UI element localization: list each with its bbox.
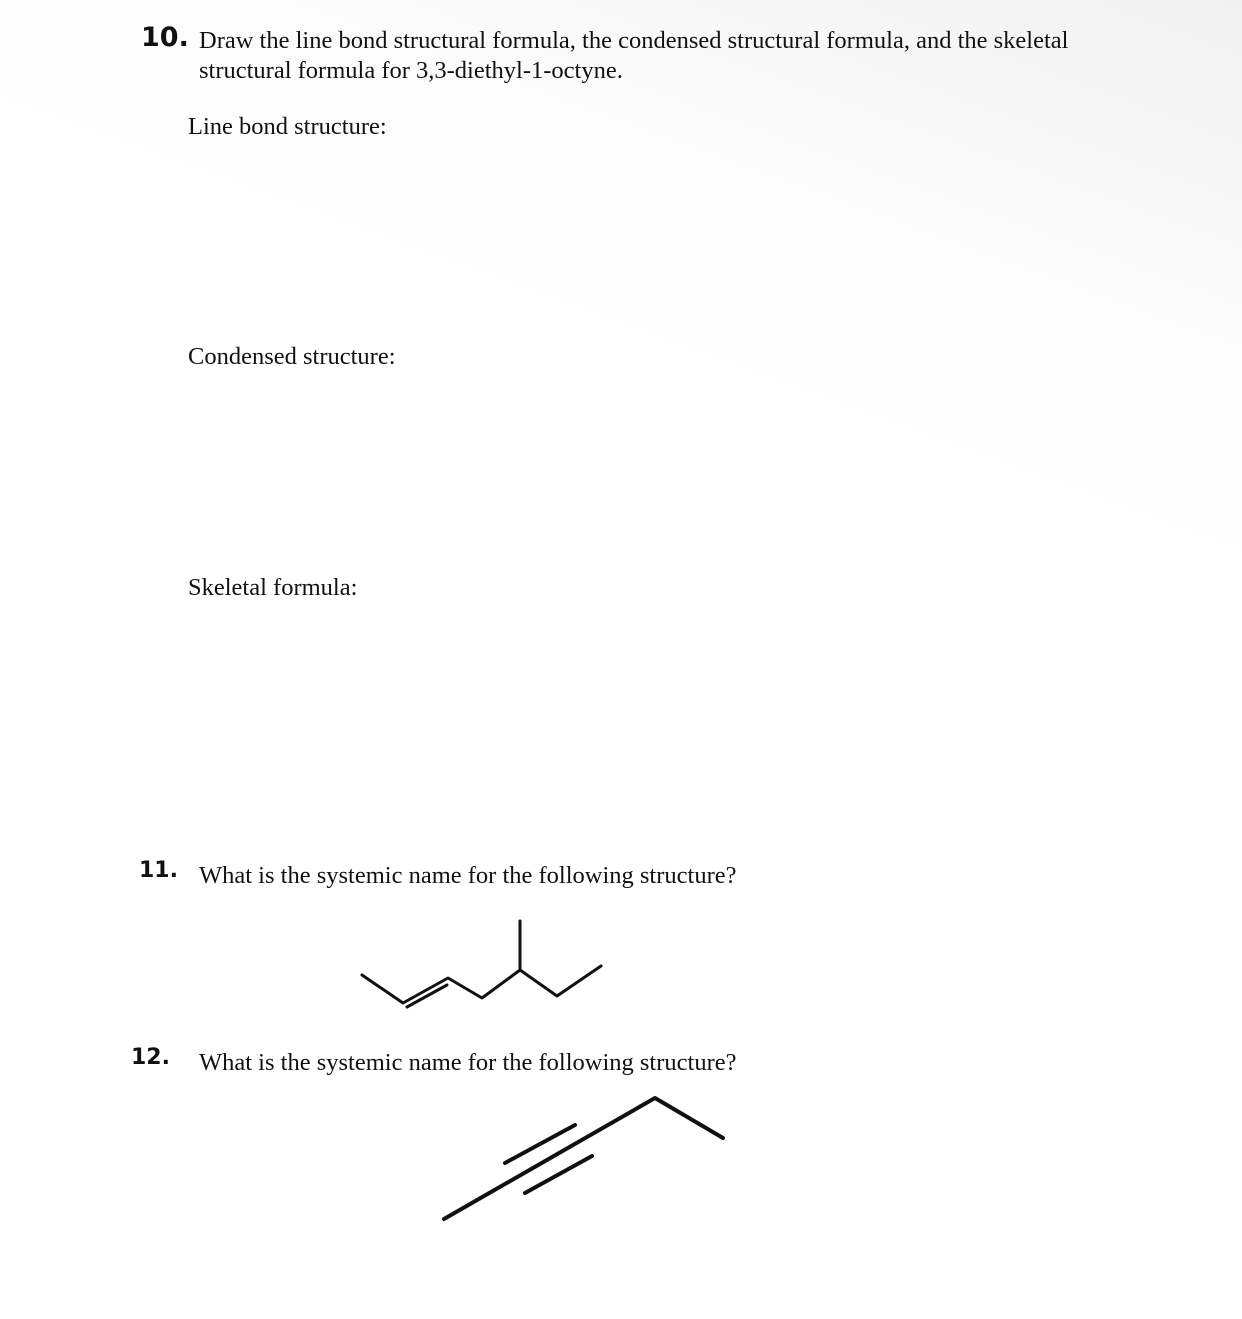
question-11-number: 11. <box>139 858 178 883</box>
question-10-number: 10. <box>141 22 189 53</box>
question-12-text: What is the systemic name for the following structure? <box>199 1049 737 1076</box>
q12-triple-bond-line-lower <box>525 1156 592 1193</box>
question-12-number: 12. <box>131 1045 170 1070</box>
q12-triple-bond-line-upper <box>505 1125 575 1163</box>
question-10-text: Draw the line bond structural formula, the condensed structural formula, and the skeletal structural formula for 3,3-diethyl-1-octyne. <box>199 27 1069 84</box>
skeletal-formula-label: Skeletal formula: <box>188 574 358 601</box>
line-bond-structure-label: Line bond structure: <box>188 113 387 140</box>
question-11-text: What is the systemic name for the following structure? <box>199 862 737 889</box>
condensed-structure-label: Condensed structure: <box>188 343 396 370</box>
